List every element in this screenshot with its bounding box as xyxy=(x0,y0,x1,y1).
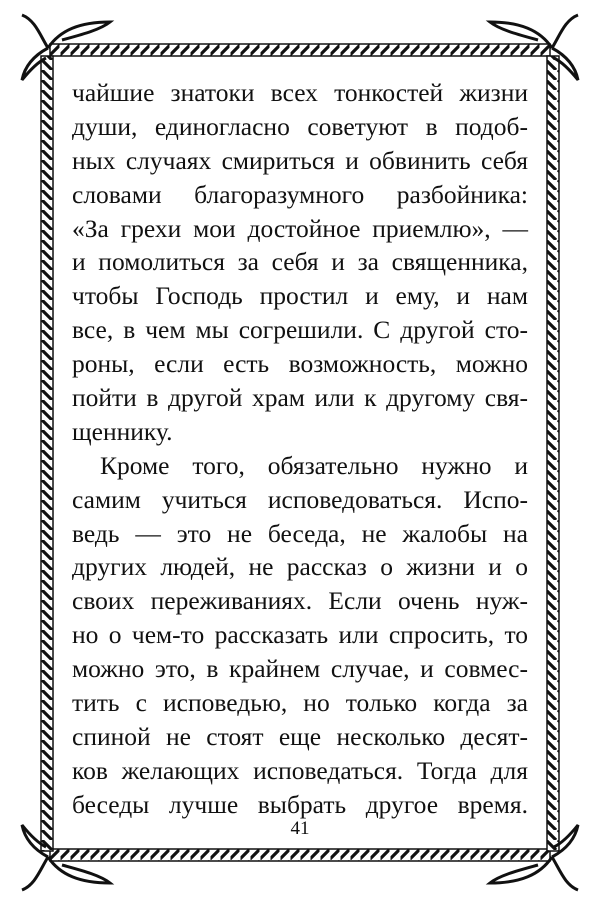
text-line: но о чем-то рассказать или спросить, то xyxy=(72,620,528,650)
text-line: беседы лучше выбрать другое время. xyxy=(72,789,528,819)
text-line: своих переживаниях. Если очень нуж- xyxy=(72,586,528,616)
text-line: щеннику. xyxy=(72,416,173,446)
text-line: ков желающих исповедаться. Тогда для xyxy=(72,755,528,785)
text-line: роны, если есть возможность, можно xyxy=(72,349,528,379)
text-line: все, в чем мы согрешили. С другой сто- xyxy=(72,315,528,345)
text-line: ных случаях смириться и обвинить себя xyxy=(72,145,528,175)
text-line: Кроме того, обязательно нужно и xyxy=(100,450,528,480)
text-line: чтобы Господь простил и ему, и нам xyxy=(72,281,528,311)
text-line: спиной не стоят еще несколько десят- xyxy=(72,721,528,751)
text-line: можно это, в крайнем случае, и совмес- xyxy=(72,654,528,684)
text-line: других людей, не рассказ о жизни и о xyxy=(72,552,528,582)
page-number: 41 xyxy=(290,818,310,839)
text-line: словами благоразумного разбойника: xyxy=(72,179,528,209)
text-line: ведь — это не беседа, не жалобы на xyxy=(72,518,528,548)
text-line: тить с исповедью, но только когда за xyxy=(72,688,528,718)
text-line: пойти в другой храм или к другому свя- xyxy=(72,383,528,413)
text-line: «За грехи мои достойное приемлю», — xyxy=(72,213,528,243)
text-line: чайшие знатоки всех тонкостей жизни xyxy=(72,78,528,107)
body-text xyxy=(72,76,528,822)
text-line: души, единогласно советуют в подоб- xyxy=(72,111,528,141)
text-line: и помолиться за себя и за священника, xyxy=(72,247,528,277)
text-line: самим учиться исповедоваться. Испо- xyxy=(72,484,528,514)
